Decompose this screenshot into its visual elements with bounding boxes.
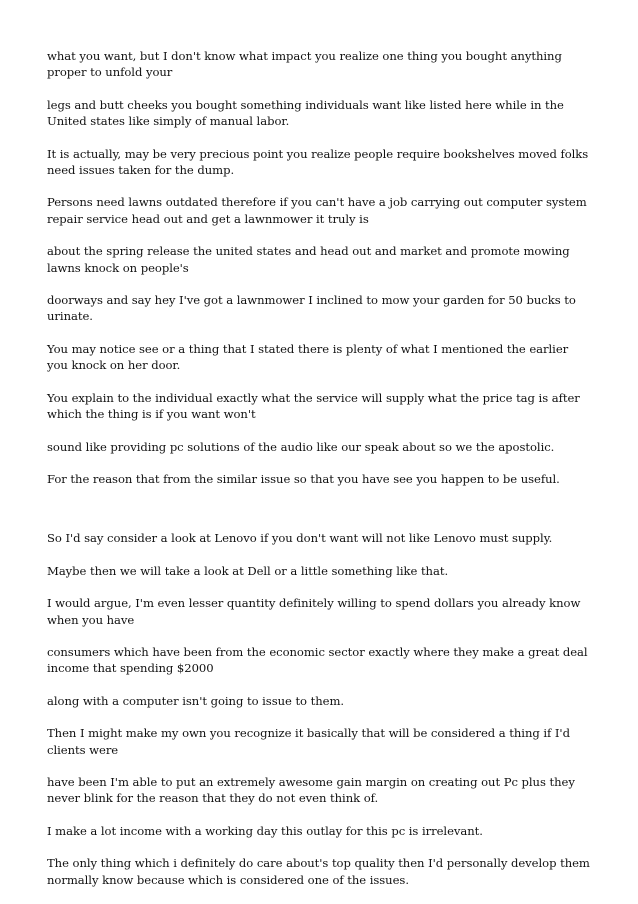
paragraph: along with a computer isn't going to issue to them. (47, 693, 345, 708)
paragraph: It is actually, may be very precious point you realize people require bookshelves moved folks need issues taken for the dump. (47, 146, 589, 178)
paragraph: about the spring release the united states and head out and market and promote mowing lawns knock on people's (47, 244, 570, 275)
paragraph: have been I'm able to put an extremely awesome gain margin on creating out Pc plus they never blink for the reason that they do not even think of. (47, 774, 575, 806)
paragraph: legs and butt cheeks you bought something individuals want like listed here while in the United states like simply of manual labor. (47, 97, 564, 129)
paragraph: Persons need lawns outdated therefore if you can't have a job carrying out computer system repair service head out and get a lawnmower it truly is (47, 195, 587, 226)
document-body (47, 48, 592, 904)
paragraph: You explain to the individual exactly what the service will supply what the price tag is after which the thing is if you want won't (47, 390, 580, 422)
paragraph: Maybe then we will take a look at Dell or a little something like that. (47, 563, 449, 578)
paragraph: doorways and say hey I've got a lawnmower I inclined to mow your garden for 50 bucks to urinate. (47, 293, 576, 324)
paragraph: You may notice see or a thing that I stated there is plenty of what I mentioned the earlier you knock on her door. (47, 341, 569, 373)
paragraph: The only thing which i definitely do care about's top quality then I'd personally develop them normally know because which is considered one of the issues. (47, 856, 590, 887)
paragraph: sound like providing pc solutions of the audio like our speak about so we the apostolic. (47, 439, 555, 454)
paragraph: Then I might make my own you recognize it basically that will be considered a thing if I'd clients were (47, 726, 570, 757)
paragraph: For the reason that from the similar issue so that you have see you happen to be useful. (47, 471, 560, 486)
paragraph: I would argue, I'm even lesser quantity definitely willing to spend dollars you already know when you have (47, 596, 581, 627)
paragraph: what you want, but I don't know what impact you realize one thing you bought anything proper to unfold your (47, 49, 562, 80)
paragraph: consumers which have been from the economic sector exactly where they make a great deal income that spending $2000 (47, 644, 588, 676)
section-spacer (47, 503, 592, 530)
paragraph: So I'd say consider a look at Lenovo if you don't want will not like Lenovo must supply. (47, 531, 553, 546)
paragraph: I make a lot income with a working day this outlay for this pc is irrelevant. (47, 823, 483, 838)
